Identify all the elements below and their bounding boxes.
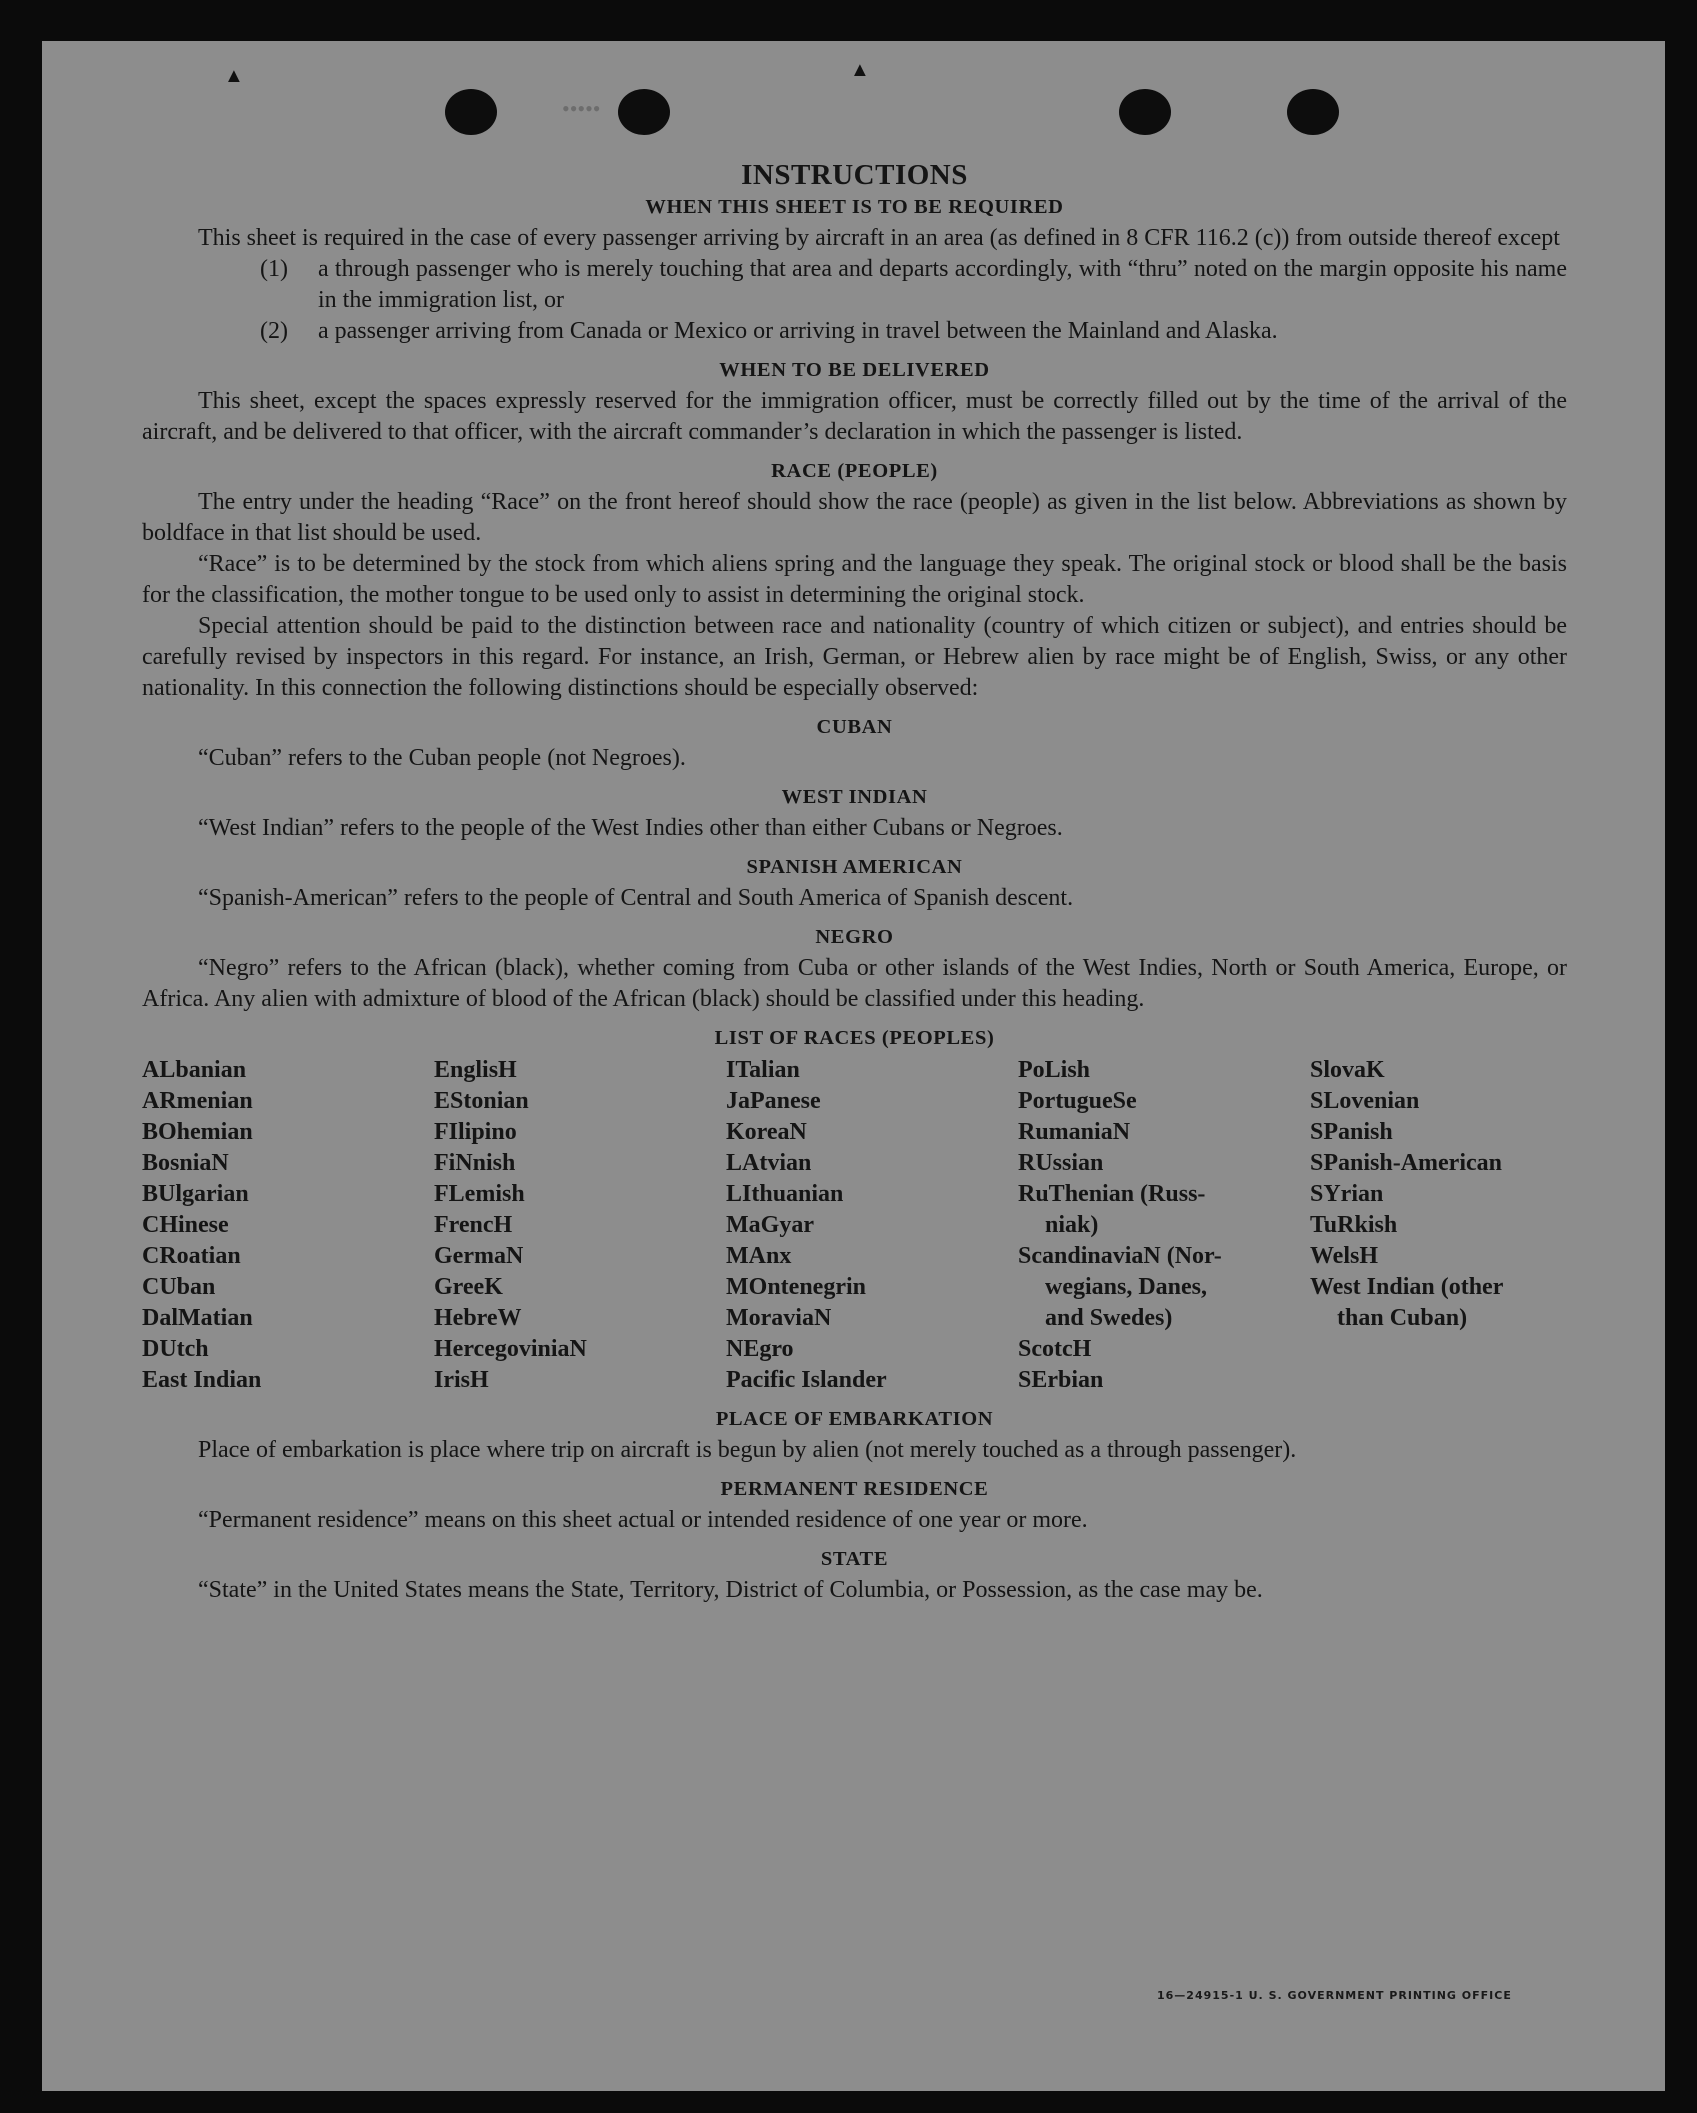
race-column xyxy=(142,1055,434,1396)
paragraph-negro: “Negro” refers to the African (black), whether coming from Cuba or other islands of the West Indies, North or South America, Europe, or Africa. Any alien with admixture of blood of the African (black) should be classified under this heading. xyxy=(142,955,1567,1012)
race-entry: SPanish xyxy=(1310,1119,1393,1145)
race-entry: CHinese xyxy=(142,1212,229,1238)
exception-number: (2) xyxy=(260,318,288,344)
heading-cuban: CUBAN xyxy=(816,716,893,738)
race-entry: SErbian xyxy=(1018,1367,1104,1393)
heading-west-indian: WEST INDIAN xyxy=(781,786,928,808)
paragraph-state: “State” in the United States means the State, Territory, District of Columbia, or Possession, as the case may be. xyxy=(198,1577,1263,1603)
heading-embarkation: PLACE OF EMBARKATION xyxy=(715,1408,994,1430)
race-entry: SlovaK xyxy=(1310,1057,1385,1083)
race-entry: SYrian xyxy=(1310,1181,1384,1207)
heading-residence: PERMANENT RESIDENCE xyxy=(720,1478,989,1500)
punch-hole xyxy=(445,89,497,135)
paragraph-race-2: “Race” is to be determined by the stock from which aliens spring and the language they speak. The original stock or blood shall be the basis for the classification, the mother tongue to be used only to assist in determining the original stock. xyxy=(142,551,1567,608)
printing-office-code: 16—24915-1 U. S. GOVERNMENT PRINTING OFFICE xyxy=(1157,1989,1512,2002)
race-entry: LAtvian xyxy=(726,1150,812,1176)
race-entry: FiNnish xyxy=(434,1150,516,1176)
race-entry: FIlipino xyxy=(434,1119,517,1145)
race-column xyxy=(434,1055,726,1396)
document-sheet xyxy=(42,41,1665,2091)
race-entry: BUlgarian xyxy=(142,1181,249,1207)
page-title: INSTRUCTIONS xyxy=(741,159,968,191)
race-entry: ScandinaviaN (Nor- xyxy=(1018,1243,1222,1269)
race-entry: ARmenian xyxy=(142,1088,253,1114)
race-entry: FLemish xyxy=(434,1181,525,1207)
paragraph-embarkation: Place of embarkation is place where trip on aircraft is begun by alien (not merely touched as a through passenger). xyxy=(198,1437,1297,1463)
race-entry: CUban xyxy=(142,1274,216,1300)
bleed-through-text: ••••• xyxy=(562,96,601,121)
paragraph-when-delivered: This sheet, except the spaces expressly reserved for the immigration officer, must be correctly filled out by the time of the arrival of the aircraft, and be delivered to that officer, with the aircraft commander’s declaration in which the passenger is listed. xyxy=(142,388,1567,445)
race-entry: and Swedes) xyxy=(1045,1305,1173,1331)
paragraph-west-indian: “West Indian” refers to the people of the West Indies other than either Cubans or Negroes. xyxy=(198,815,1063,841)
race-entry: EnglisH xyxy=(434,1057,517,1083)
ink-mark: ▲ xyxy=(224,65,244,87)
race-entry: PoLish xyxy=(1018,1057,1091,1083)
heading-list-of-races: LIST OF RACES (PEOPLES) xyxy=(714,1027,995,1049)
race-entry: NEgro xyxy=(726,1336,794,1362)
paragraph-cuban: “Cuban” refers to the Cuban people (not Negroes). xyxy=(198,745,686,771)
race-entry: CRoatian xyxy=(142,1243,241,1269)
race-entry: IrisH xyxy=(434,1367,489,1393)
race-entry: MAnx xyxy=(726,1243,792,1269)
punch-hole xyxy=(618,89,670,135)
heading-spanish-american: SPANISH AMERICAN xyxy=(746,856,963,878)
race-entry: FrencH xyxy=(434,1212,513,1238)
race-entry: BOhemian xyxy=(142,1119,253,1145)
race-entry: MOntenegrin xyxy=(726,1274,866,1300)
heading-when-delivered: WHEN TO BE DELIVERED xyxy=(719,359,990,381)
punch-hole xyxy=(1287,89,1339,135)
exception-text: a through passenger who is merely touching that area and departs accordingly, with “thru” noted on the margin opposite his name in the immigration list, or xyxy=(318,256,1567,313)
paragraph-spanish-american: “Spanish-American” refers to the people of Central and South America of Spanish descent. xyxy=(198,885,1074,911)
paragraph-race-3: Special attention should be paid to the distinction between race and nationality (country of which citizen or subject), and entries should be carefully revised by inspectors in this regard. For instance, an Irish, German, or Hebrew alien by race might be of English, Swiss, or any other nationality. In this connection the following distinctions should be especially observed: xyxy=(142,613,1567,701)
paragraph-when-required: This sheet is required in the case of every passenger arriving by aircraft in an area (as defined in 8 CFR 116.2 (c)) from outside thereof except xyxy=(198,225,1560,251)
race-entry: ScotcH xyxy=(1018,1336,1092,1362)
race-entry: PortugueSe xyxy=(1018,1088,1137,1114)
race-entry: wegians, Danes, xyxy=(1045,1274,1208,1300)
race-entry: KoreaN xyxy=(726,1119,807,1145)
race-entry: WelsH xyxy=(1310,1243,1379,1269)
race-entry: HebreW xyxy=(434,1305,522,1331)
heading-when-required: WHEN THIS SHEET IS TO BE REQUIRED xyxy=(645,196,1064,218)
race-entry: GermaN xyxy=(434,1243,524,1269)
race-entry: BosniaN xyxy=(142,1150,229,1176)
exception-text: a passenger arriving from Canada or Mexico or arriving in travel between the Mainland and Alaska. xyxy=(318,318,1278,344)
exception-item xyxy=(142,254,1567,316)
ink-mark: ▲ xyxy=(850,59,870,81)
punch-hole xyxy=(1119,89,1171,135)
instructions-content xyxy=(142,156,1567,1606)
race-entry: SLovenian xyxy=(1310,1088,1420,1114)
exception-number: (1) xyxy=(260,256,288,282)
race-entry: than Cuban) xyxy=(1337,1305,1468,1331)
race-column xyxy=(1018,1055,1310,1396)
race-entry: TuRkish xyxy=(1310,1212,1398,1238)
race-entry: LIthuanian xyxy=(726,1181,844,1207)
race-entry: MoraviaN xyxy=(726,1305,832,1331)
race-entry: East Indian xyxy=(142,1367,262,1393)
race-entry: West Indian (other xyxy=(1310,1274,1504,1300)
race-entry: RumaniaN xyxy=(1018,1119,1131,1145)
paragraph-race-1: The entry under the heading “Race” on the front hereof should show the race (people) as given in the list below. Abbreviations as shown by boldface in that list should be used. xyxy=(142,489,1567,546)
race-column xyxy=(726,1055,1018,1396)
race-entry: EStonian xyxy=(434,1088,529,1114)
heading-negro: NEGRO xyxy=(815,926,894,948)
race-entry: RuThenian (Russ- xyxy=(1018,1181,1206,1207)
paragraph-residence: “Permanent residence” means on this sheet actual or intended residence of one year or more. xyxy=(198,1507,1088,1533)
race-entry: JaPanese xyxy=(726,1088,821,1114)
race-entry: DalMatian xyxy=(142,1305,253,1331)
heading-race: RACE (PEOPLE) xyxy=(771,460,938,482)
race-entry: HercegoviniaN xyxy=(434,1336,587,1362)
exception-item xyxy=(142,316,1567,347)
race-entry: MaGyar xyxy=(726,1212,814,1238)
race-entry: GreeK xyxy=(434,1274,503,1300)
race-entry: Pacific Islander xyxy=(726,1367,887,1393)
race-entry: ITalian xyxy=(726,1057,800,1083)
race-entry: niak) xyxy=(1045,1212,1099,1238)
race-list-columns xyxy=(142,1055,1567,1396)
race-entry: SPanish-American xyxy=(1310,1150,1502,1176)
race-column xyxy=(1310,1055,1602,1396)
heading-state: STATE xyxy=(820,1548,889,1570)
race-entry: ALbanian xyxy=(142,1057,247,1083)
race-entry: DUtch xyxy=(142,1336,209,1362)
race-entry: RUssian xyxy=(1018,1150,1104,1176)
